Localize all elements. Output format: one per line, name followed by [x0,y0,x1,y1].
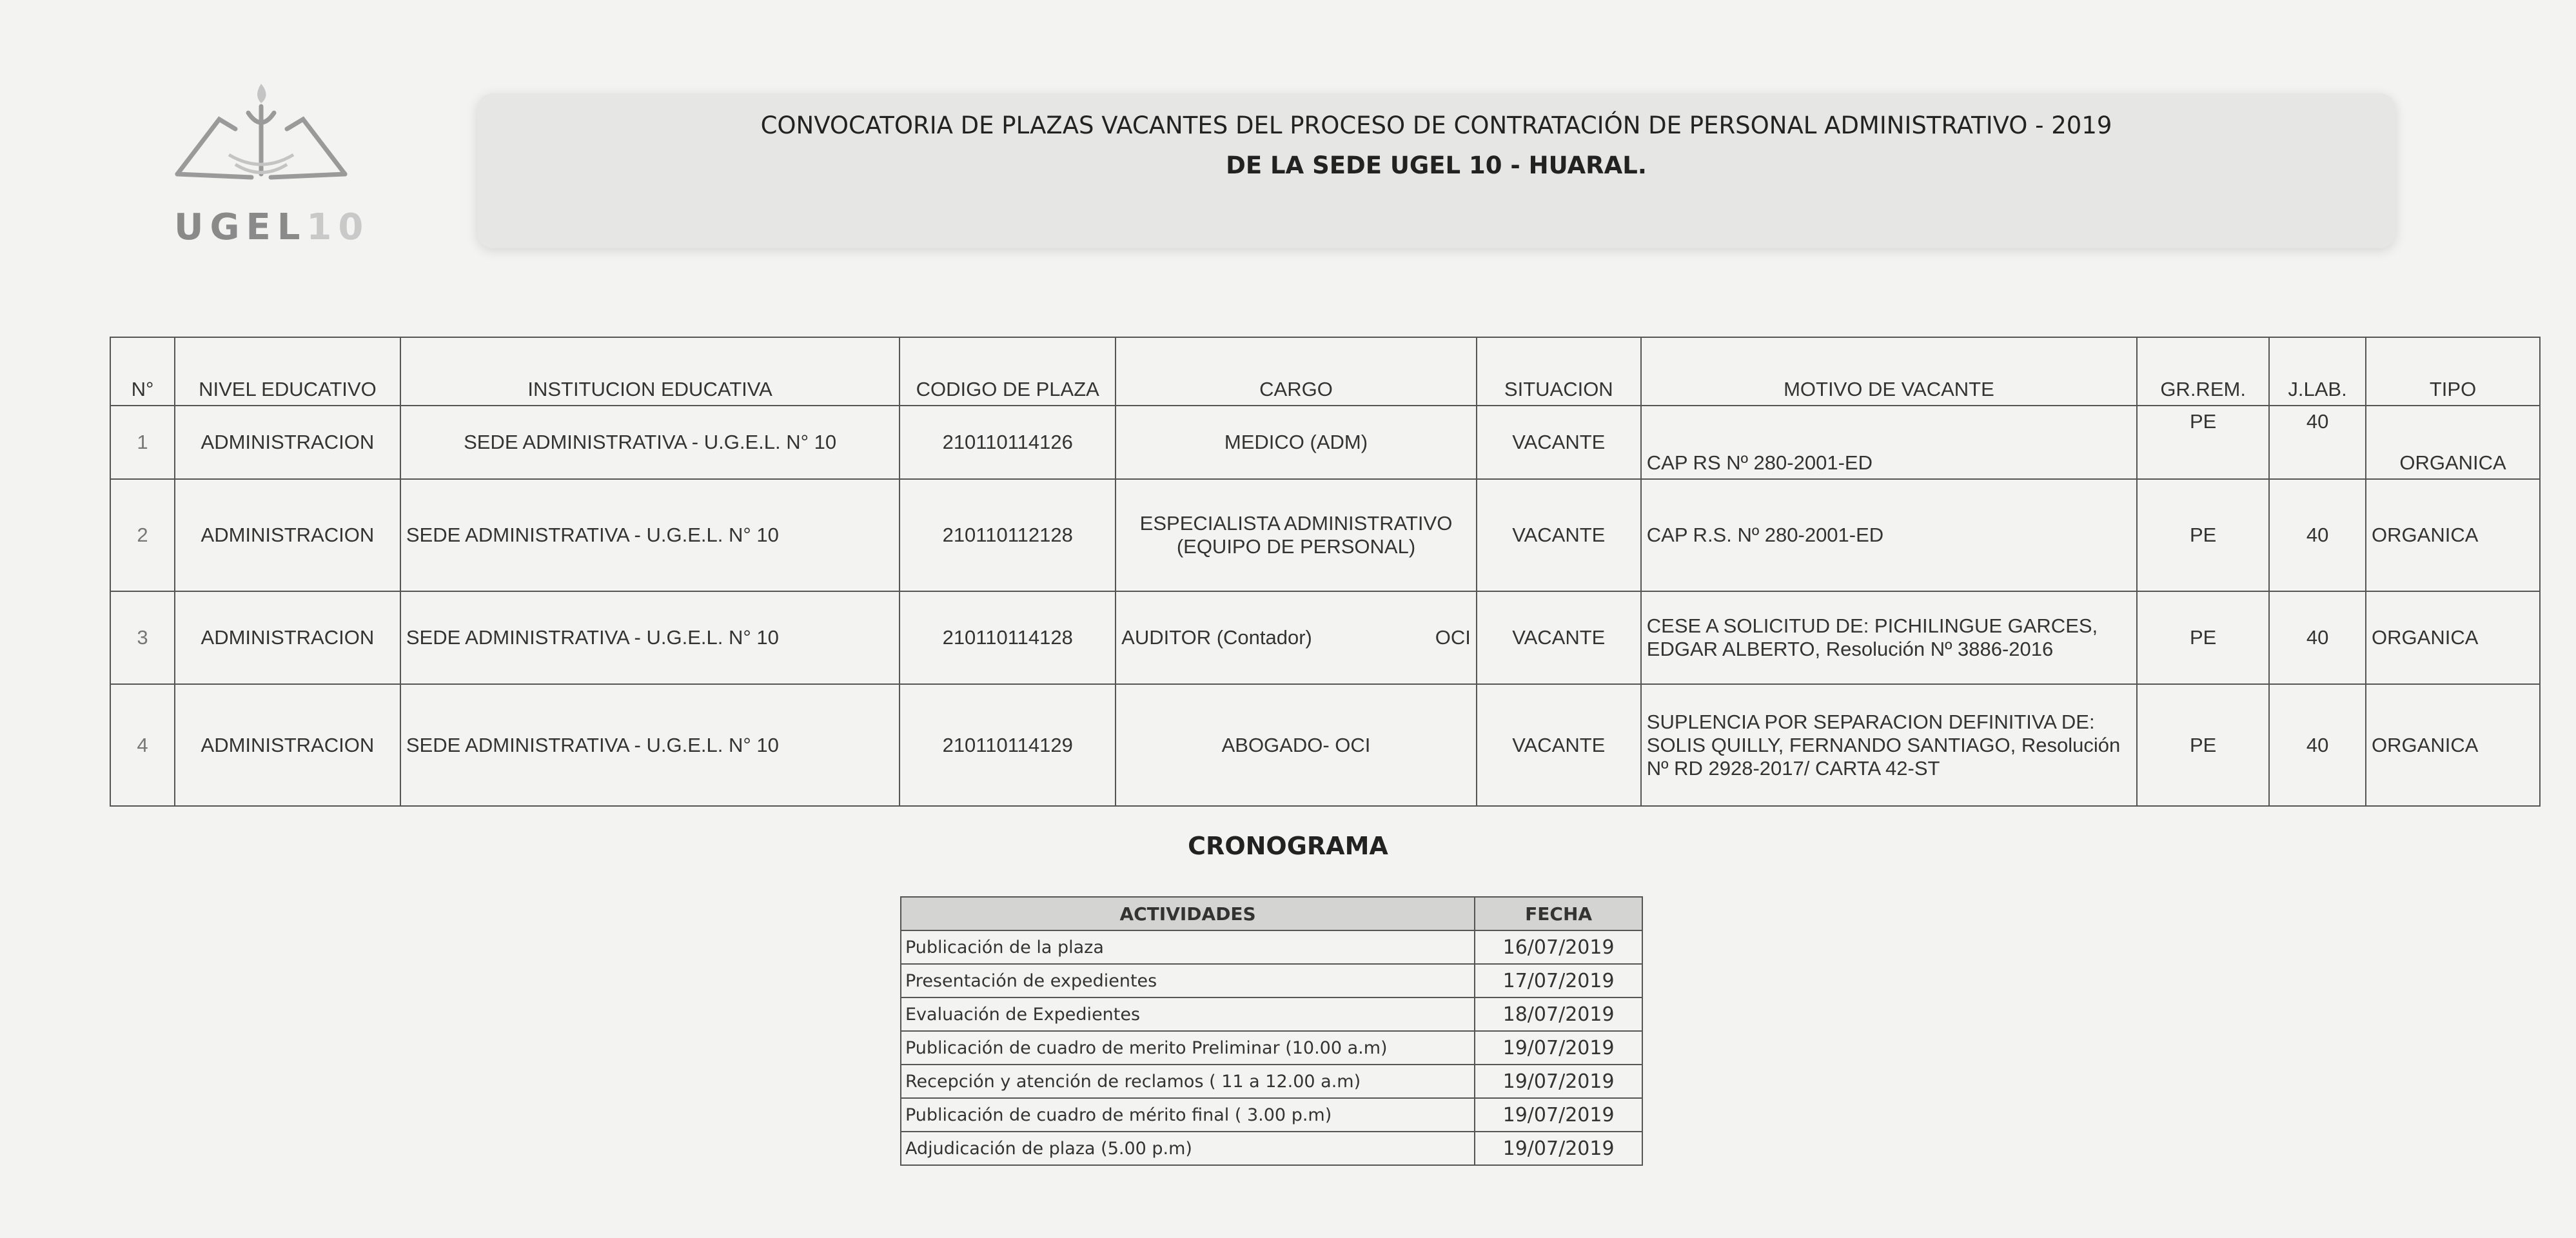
cell-j-lab: 40 [2269,479,2366,591]
cell-motivo: SUPLENCIA POR SEPARACION DEFINITIVA DE: SOLIS QUILLY, FERNANDO SANTIAGO, Resolución Nº RD 2928-2017/ CARTA 42-ST [1641,684,2137,806]
cronograma-table [900,896,1643,1166]
cell-institucion: SEDE ADMINISTRATIVA - U.G.E.L. N° 10 [400,406,900,479]
logo-text: UGEL10 [174,206,370,248]
col-header-fecha: FECHA [1475,897,1642,930]
cell-codigo: 210110114126 [900,406,1116,479]
cell-tipo: ORGANICA [2366,479,2540,591]
cell-cargo: MEDICO (ADM) [1116,406,1477,479]
cell-gr-rem: PE [2137,591,2269,684]
cell-nivel: ADMINISTRACION [175,479,400,591]
cell-motivo: CESE A SOLICITUD DE: PICHILINGUE GARCES, EDGAR ALBERTO, Resolución Nº 3886-2016 [1641,591,2137,684]
cell-codigo: 210110114129 [900,684,1116,806]
cell-nivel: ADMINISTRACION [175,591,400,684]
cell-j-lab: 40 [2269,591,2366,684]
cell-motivo: CAP RS Nº 280-2001-ED [1641,406,2137,479]
cell-fecha: 16/07/2019 [1475,930,1642,964]
cell-situacion: VACANTE [1477,406,1641,479]
cell-situacion: VACANTE [1477,591,1641,684]
cronograma-header-row [901,897,1642,930]
cell-actividad: Publicación de cuadro de merito Preliminar (10.00 a.m) [901,1031,1475,1065]
cronograma-row [901,1065,1642,1098]
vacancies-table [110,337,2541,807]
cell-fecha: 18/07/2019 [1475,997,1642,1031]
cell-institucion: SEDE ADMINISTRATIVA - U.G.E.L. N° 10 [400,479,900,591]
cell-gr-rem: PE [2137,406,2269,479]
cell-n: 1 [110,406,175,479]
cell-n: 4 [110,684,175,806]
cell-gr-rem: PE [2137,684,2269,806]
col-header-tipo: TIPO [2366,337,2540,406]
table-header-row [110,337,2540,406]
cronograma-row [901,1132,1642,1165]
cell-actividad: Recepción y atención de reclamos ( 11 a 12.00 a.m) [901,1065,1475,1098]
table-row [110,479,2540,591]
cronograma-row [901,964,1642,997]
col-header-j-lab: J.LAB. [2269,337,2366,406]
col-header-nivel: NIVEL EDUCATIVO [175,337,400,406]
cell-motivo: CAP R.S. Nº 280-2001-ED [1641,479,2137,591]
cell-codigo: 210110114128 [900,591,1116,684]
cell-tipo: ORGANICA [2366,684,2540,806]
cell-fecha: 19/07/2019 [1475,1132,1642,1165]
cronograma-row [901,1098,1642,1132]
cell-institucion: SEDE ADMINISTRATIVA - U.G.E.L. N° 10 [400,684,900,806]
cell-nivel: ADMINISTRACION [175,684,400,806]
table-row [110,406,2540,479]
cell-institucion: SEDE ADMINISTRATIVA - U.G.E.L. N° 10 [400,591,900,684]
cronograma-row [901,930,1642,964]
cargo-label: AUDITOR (Contador) [1121,626,1312,649]
cell-actividad: Publicación de la plaza [901,930,1475,964]
header-banner [477,93,2395,248]
cell-tipo: ORGANICA [2366,406,2540,479]
book-torch-icon [164,84,358,213]
cell-actividad: Publicación de cuadro de mérito final ( 3.00 p.m) [901,1098,1475,1132]
col-header-actividades: ACTIVIDADES [901,897,1475,930]
cell-actividad: Presentación de expedientes [901,964,1475,997]
cell-nivel: ADMINISTRACION [175,406,400,479]
cell-j-lab: 40 [2269,406,2366,479]
cell-j-lab: 40 [2269,684,2366,806]
cronograma-row [901,1031,1642,1065]
cell-gr-rem: PE [2137,479,2269,591]
cell-cargo: ESPECIALISTA ADMINISTRATIVO (EQUIPO DE PERSONAL) [1116,479,1477,591]
col-header-n: N° [110,337,175,406]
cell-actividad: Adjudicación de plaza (5.00 p.m) [901,1132,1475,1165]
col-header-cargo: CARGO [1116,337,1477,406]
cell-n: 3 [110,591,175,684]
col-header-gr-rem: GR.REM. [2137,337,2269,406]
table-row [110,684,2540,806]
col-header-situacion: SITUACION [1477,337,1641,406]
cell-situacion: VACANTE [1477,479,1641,591]
cell-fecha: 19/07/2019 [1475,1065,1642,1098]
cell-fecha: 17/07/2019 [1475,964,1642,997]
cell-fecha: 19/07/2019 [1475,1031,1642,1065]
cell-situacion: VACANTE [1477,684,1641,806]
col-header-codigo: CODIGO DE PLAZA [900,337,1116,406]
header-title-line2: DE LA SEDE UGEL 10 - HUARAL. [1226,152,1647,179]
cell-cargo: ABOGADO- OCI [1116,684,1477,806]
header-title-line1: CONVOCATORIA DE PLAZAS VACANTES DEL PROCESO DE CONTRATACIÓN DE PERSONAL ADMINISTRATIVO - 2019 [760,112,2112,139]
ugel-logo [164,84,370,251]
cronograma-row [901,997,1642,1031]
col-header-motivo: MOTIVO DE VACANTE [1641,337,2137,406]
cell-codigo: 210110112128 [900,479,1116,591]
cell-cargo [1116,591,1477,684]
cell-fecha: 19/07/2019 [1475,1098,1642,1132]
cell-n: 2 [110,479,175,591]
table-row [110,591,2540,684]
col-header-institucion: INSTITUCION EDUCATIVA [400,337,900,406]
cargo-extra: OCI [1435,626,1471,649]
cell-tipo: ORGANICA [2366,591,2540,684]
cronograma-title: CRONOGRAMA [1188,832,1388,860]
cell-actividad: Evaluación de Expedientes [901,997,1475,1031]
